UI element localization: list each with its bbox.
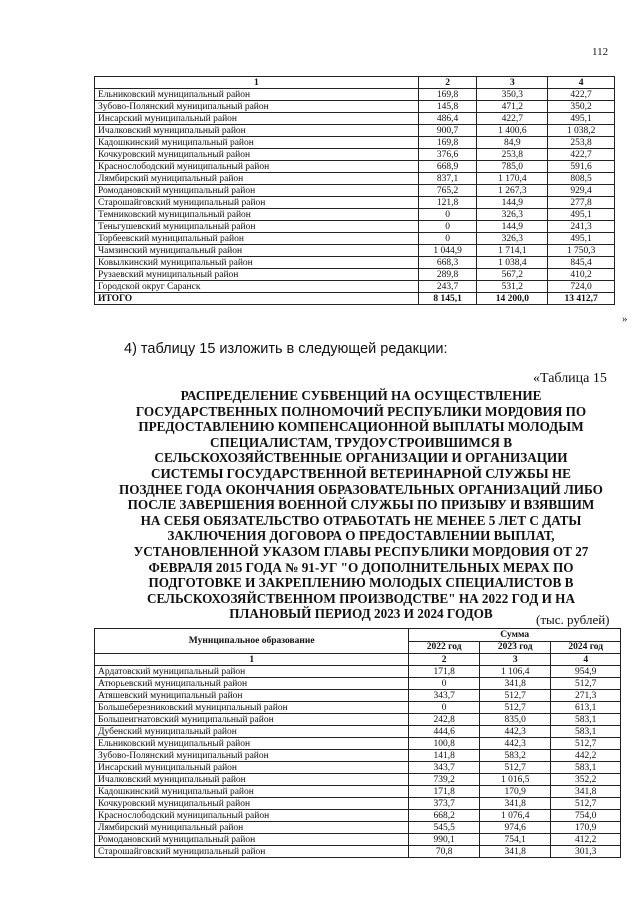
table-row <box>95 690 621 702</box>
table-row <box>95 714 621 726</box>
table-row <box>95 125 615 137</box>
table-row <box>95 113 615 125</box>
municipality-cell: Большеигнатовский муниципальный район <box>95 714 409 726</box>
table-row <box>95 137 615 149</box>
table-row <box>95 750 621 762</box>
value-2023-cell: 253,8 <box>477 149 548 161</box>
municipality-cell: Инсарский муниципальный район <box>95 762 409 774</box>
column-number: 3 <box>479 654 551 666</box>
table-row <box>95 726 621 738</box>
header-municipality: Муниципальное образование <box>95 629 409 654</box>
value-2023-cell: 974,6 <box>479 822 551 834</box>
value-2023-cell: 84,9 <box>477 137 548 149</box>
value-2024-cell: 495,1 <box>548 113 615 125</box>
value-2024-cell: 277,8 <box>548 197 615 209</box>
value-2023-cell: 785,0 <box>477 161 548 173</box>
table-row <box>95 822 621 834</box>
value-2023-cell: 1 400,6 <box>477 125 548 137</box>
municipality-cell: Зубово-Полянский муниципальный район <box>95 101 419 113</box>
table-row <box>95 257 615 269</box>
table-row <box>95 161 615 173</box>
value-2024-cell: 845,4 <box>548 257 615 269</box>
value-2023-cell: 442,3 <box>479 738 551 750</box>
value-2022-cell: 376,6 <box>418 149 477 161</box>
municipality-cell: Темниковский муниципальный район <box>95 209 419 221</box>
header-year-2024: 2024 год <box>551 641 621 654</box>
municipality-cell: Лямбирский муниципальный район <box>95 173 419 185</box>
value-2024-cell: 352,2 <box>551 774 621 786</box>
value-2023-cell: 14 200,0 <box>477 293 548 305</box>
municipality-cell: Ичалковский муниципальный район <box>95 774 409 786</box>
value-2023-cell: 512,7 <box>479 690 551 702</box>
value-2022-cell: 765,2 <box>418 185 477 197</box>
table-row <box>95 269 615 281</box>
table-row <box>95 209 615 221</box>
value-2024-cell: 495,1 <box>548 233 615 245</box>
municipality-cell: Старошайговский муниципальный район <box>95 197 419 209</box>
table-row <box>95 810 621 822</box>
table-row <box>95 846 621 858</box>
value-2022-cell: 0 <box>409 678 480 690</box>
table-row <box>95 149 615 161</box>
value-2022-cell: 242,8 <box>409 714 480 726</box>
municipality-cell: Ромодановский муниципальный район <box>95 834 409 846</box>
municipality-cell: Ельниковский муниципальный район <box>95 89 419 101</box>
subvention-table-continuation <box>94 76 615 305</box>
value-2024-cell: 583,1 <box>551 762 621 774</box>
value-2023-cell: 422,7 <box>477 113 548 125</box>
value-2023-cell: 1 016,5 <box>479 774 551 786</box>
table-row <box>95 738 621 750</box>
value-2022-cell: 486,4 <box>418 113 477 125</box>
value-2024-cell: 341,8 <box>551 786 621 798</box>
value-2023-cell: 567,2 <box>477 269 548 281</box>
value-2022-cell: 243,7 <box>418 281 477 293</box>
table-row <box>95 89 615 101</box>
value-2022-cell: 100,8 <box>409 738 480 750</box>
value-2024-cell: 512,7 <box>551 678 621 690</box>
municipality-cell: Городской округ Саранск <box>95 281 419 293</box>
header-sum: Сумма <box>409 629 621 642</box>
header-year-2023: 2023 год <box>479 641 551 654</box>
table-row <box>95 702 621 714</box>
value-2022-cell: 0 <box>409 702 480 714</box>
total-row <box>95 293 615 305</box>
value-2022-cell: 8 145,1 <box>418 293 477 305</box>
table-row <box>95 185 615 197</box>
value-2024-cell: 1 750,3 <box>548 245 615 257</box>
table-heading: РАСПРЕДЕЛЕНИЕ СУБВЕНЦИЙ НА ОСУЩЕСТВЛЕНИЕ ГОСУДАРСТВЕННЫХ ПОЛНОМОЧИЙ РЕСПУБЛИКИ МОРДОВИЯ ПО ПРЕДОСТАВЛЕНИЮ КОМПЕНСАЦИОННОЙ ВЫПЛАТЫ МОЛОДЫМ СПЕЦИАЛИСТАМ, ТРУДОУСТРОИВШИМСЯ В СЕЛЬСКОХОЗЯЙСТВЕННЫЕ ОРГАНИЗАЦИИ И ОРГАНИЗАЦИИ СИСТЕМЫ ГОСУДАРСТВЕННОЙ ВЕТЕРИНАРНОЙ СЛУЖБЫ НЕ ПОЗДНЕЕ ГОДА ОКОНЧАНИЯ ОБРАЗОВАТЕЛЬНЫХ ОРГАНИЗАЦИЙ ЛИБО ПОСЛЕ ЗАВЕРШЕНИЯ ВОЕННОЙ СЛУЖБЫ ПО ПРИЗЫВУ И ВЗЯВШИМ НА СЕБЯ ОБЯЗАТЕЛЬСТВО ОТРАБОТАТЬ НЕ МЕНЕЕ 5 ЛЕТ С ДАТЫ ЗАКЛЮЧЕНИЯ ДОГОВОРА О ПРЕДОСТАВЛЕНИИ ВЫПЛАТ, УСТАНОВЛЕННОЙ УКАЗОМ ГЛАВЫ РЕСПУБЛИКИ МОРДОВИЯ ОТ 27 ФЕВРАЛЯ 2015 ГОДА № 91-УГ "О ДОПОЛНИТЕЛЬНЫХ МЕРАХ ПО ПОДГОТОВКЕ И ЗАКРЕПЛЕНИЮ МОЛОДЫХ СПЕЦИАЛИСТОВ В СЕЛЬСКОХОЗЯЙСТВЕННОМ ПРОИЗВОДСТВЕ" НА 2022 ГОД И НА ПЛАНОВЫЙ ПЕРИОД 2023 И 2024 ГОДОВ <box>119 388 603 622</box>
value-2023-cell: 170,9 <box>479 786 551 798</box>
value-2024-cell: 442,2 <box>551 750 621 762</box>
value-2023-cell: 512,7 <box>479 702 551 714</box>
municipality-cell: Кадошкинский муниципальный район <box>95 786 409 798</box>
table-row <box>95 245 615 257</box>
value-2023-cell: 512,7 <box>479 762 551 774</box>
value-2022-cell: 0 <box>418 233 477 245</box>
table-row <box>95 173 615 185</box>
value-2022-cell: 373,7 <box>409 798 480 810</box>
value-2022-cell: 171,8 <box>409 666 480 678</box>
table-reference: «Таблица 15 <box>533 371 607 386</box>
value-2024-cell: 1 038,2 <box>548 125 615 137</box>
value-2024-cell: 410,2 <box>548 269 615 281</box>
municipality-cell: Большеберезниковский муниципальный район <box>95 702 409 714</box>
municipality-cell: Кадошкинский муниципальный район <box>95 137 419 149</box>
municipality-cell: Старошайговский муниципальный район <box>95 846 409 858</box>
value-2023-cell: 1 038,4 <box>477 257 548 269</box>
value-2024-cell: 412,2 <box>551 834 621 846</box>
value-2022-cell: 70,8 <box>409 846 480 858</box>
value-2023-cell: 341,8 <box>479 846 551 858</box>
value-2022-cell: 171,8 <box>409 786 480 798</box>
table-row <box>95 834 621 846</box>
value-2022-cell: 343,7 <box>409 762 480 774</box>
municipality-cell: Ромодановский муниципальный район <box>95 185 419 197</box>
value-2024-cell: 754,0 <box>551 810 621 822</box>
value-2024-cell: 613,1 <box>551 702 621 714</box>
value-2023-cell: 835,0 <box>479 714 551 726</box>
value-2022-cell: 121,8 <box>418 197 477 209</box>
value-2024-cell: 422,7 <box>548 149 615 161</box>
value-2022-cell: 145,8 <box>418 101 477 113</box>
value-2023-cell: 471,2 <box>477 101 548 113</box>
value-2023-cell: 144,9 <box>477 221 548 233</box>
value-2024-cell: 13 412,7 <box>548 293 615 305</box>
table-row <box>95 786 621 798</box>
column-number: 4 <box>551 654 621 666</box>
value-2024-cell: 512,7 <box>551 798 621 810</box>
municipality-cell: Торбеевский муниципальный район <box>95 233 419 245</box>
value-2022-cell: 1 044,9 <box>418 245 477 257</box>
value-2023-cell: 583,2 <box>479 750 551 762</box>
value-2022-cell: 343,7 <box>409 690 480 702</box>
municipality-cell: Краснослободский муниципальный район <box>95 161 419 173</box>
column-number: 1 <box>95 654 409 666</box>
value-2023-cell: 1 267,3 <box>477 185 548 197</box>
value-2024-cell: 954,9 <box>551 666 621 678</box>
value-2023-cell: 341,8 <box>479 798 551 810</box>
value-2024-cell: 583,1 <box>551 714 621 726</box>
municipality-cell: Инсарский муниципальный район <box>95 113 419 125</box>
header-row <box>95 629 621 642</box>
value-2024-cell: 808,5 <box>548 173 615 185</box>
value-2022-cell: 289,8 <box>418 269 477 281</box>
value-2023-cell: 341,8 <box>479 678 551 690</box>
value-2022-cell: 141,8 <box>409 750 480 762</box>
table-row <box>95 774 621 786</box>
municipality-cell: Ковылкинский муниципальный район <box>95 257 419 269</box>
header-row <box>95 77 615 89</box>
subvention-table-15 <box>94 628 621 858</box>
value-2024-cell: 241,3 <box>548 221 615 233</box>
value-2023-cell: 326,3 <box>477 209 548 221</box>
column-number: 2 <box>409 654 480 666</box>
value-2022-cell: 0 <box>418 209 477 221</box>
municipality-cell: Кочкуровский муниципальный район <box>95 149 419 161</box>
numbering-row <box>95 654 621 666</box>
table-row <box>95 197 615 209</box>
municipality-cell: Дубенский муниципальный район <box>95 726 409 738</box>
total-label: ИТОГО <box>95 293 419 305</box>
value-2022-cell: 837,1 <box>418 173 477 185</box>
value-2023-cell: 1 170,4 <box>477 173 548 185</box>
value-2022-cell: 668,9 <box>418 161 477 173</box>
municipality-cell: Кочкуровский муниципальный район <box>95 798 409 810</box>
value-2023-cell: 350,3 <box>477 89 548 101</box>
units-label: (тыс. рублей) <box>536 612 610 627</box>
table-row <box>95 678 621 690</box>
table-row <box>95 666 621 678</box>
value-2024-cell: 170,9 <box>551 822 621 834</box>
value-2022-cell: 739,2 <box>409 774 480 786</box>
value-2022-cell: 169,8 <box>418 89 477 101</box>
value-2022-cell: 900,7 <box>418 125 477 137</box>
municipality-cell: Зубово-Полянский муниципальный район <box>95 750 409 762</box>
value-2024-cell: 724,0 <box>548 281 615 293</box>
value-2022-cell: 668,2 <box>409 810 480 822</box>
table-row <box>95 762 621 774</box>
table-row <box>95 798 621 810</box>
value-2023-cell: 442,3 <box>479 726 551 738</box>
value-2024-cell: 591,6 <box>548 161 615 173</box>
value-2022-cell: 990,1 <box>409 834 480 846</box>
closing-quote: » <box>622 313 628 325</box>
value-2024-cell: 271,3 <box>551 690 621 702</box>
value-2023-cell: 1 076,4 <box>479 810 551 822</box>
value-2022-cell: 169,8 <box>418 137 477 149</box>
municipality-cell: Ардатовский муниципальный район <box>95 666 409 678</box>
value-2024-cell: 495,1 <box>548 209 615 221</box>
municipality-cell: Атяшевский муниципальный район <box>95 690 409 702</box>
value-2022-cell: 0 <box>418 221 477 233</box>
value-2023-cell: 1 714,1 <box>477 245 548 257</box>
value-2023-cell: 754,1 <box>479 834 551 846</box>
value-2024-cell: 301,3 <box>551 846 621 858</box>
municipality-cell: Ельниковский муниципальный район <box>95 738 409 750</box>
value-2023-cell: 326,3 <box>477 233 548 245</box>
column-number: 4 <box>548 77 615 89</box>
table-row <box>95 281 615 293</box>
value-2024-cell: 583,1 <box>551 726 621 738</box>
amendment-instruction: 4) таблицу 15 изложить в следующей редакции: <box>124 341 448 357</box>
value-2024-cell: 929,4 <box>548 185 615 197</box>
value-2024-cell: 253,8 <box>548 137 615 149</box>
page-number: 112 <box>592 46 609 58</box>
value-2023-cell: 144,9 <box>477 197 548 209</box>
value-2023-cell: 1 106,4 <box>479 666 551 678</box>
table-row <box>95 221 615 233</box>
table-row <box>95 101 615 113</box>
municipality-cell: Рузаевский муниципальный район <box>95 269 419 281</box>
value-2023-cell: 531,2 <box>477 281 548 293</box>
value-2024-cell: 350,2 <box>548 101 615 113</box>
header-year-2022: 2022 год <box>409 641 480 654</box>
column-number: 2 <box>418 77 477 89</box>
municipality-cell: Атюрьевский муниципальный район <box>95 678 409 690</box>
municipality-cell: Лямбирский муниципальный район <box>95 822 409 834</box>
municipality-cell: Ичалковский муниципальный район <box>95 125 419 137</box>
value-2022-cell: 668,3 <box>418 257 477 269</box>
value-2022-cell: 545,5 <box>409 822 480 834</box>
column-number: 1 <box>95 77 419 89</box>
table-row <box>95 233 615 245</box>
value-2022-cell: 444,6 <box>409 726 480 738</box>
column-number: 3 <box>477 77 548 89</box>
municipality-cell: Теньгушевский муниципальный район <box>95 221 419 233</box>
municipality-cell: Краснослободский муниципальный район <box>95 810 409 822</box>
value-2024-cell: 512,7 <box>551 738 621 750</box>
municipality-cell: Чамзинский муниципальный район <box>95 245 419 257</box>
value-2024-cell: 422,7 <box>548 89 615 101</box>
